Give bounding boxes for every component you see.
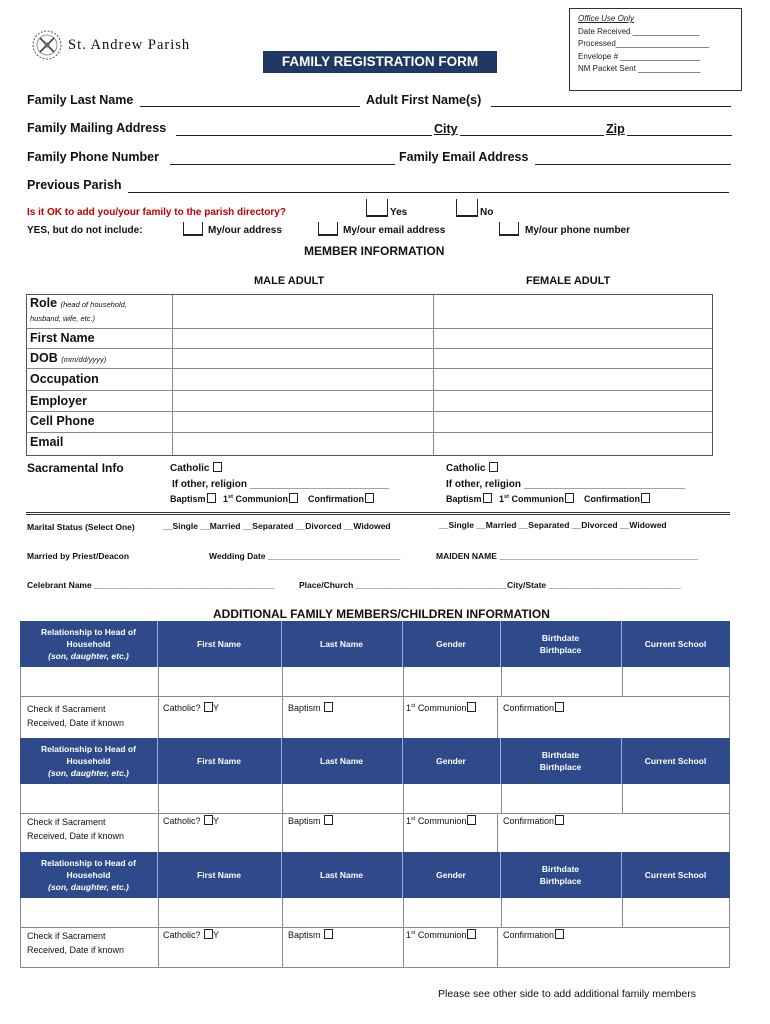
- exclude-phone-label: My/our phone number: [525, 225, 630, 236]
- zip-field[interactable]: [627, 135, 732, 136]
- male-baptism-checkbox[interactable]: [207, 493, 216, 503]
- directory-no-checkbox[interactable]: [456, 199, 478, 217]
- child-catholic: Catholic? Y: [163, 703, 220, 713]
- sacrament-check-label: Check if Sacrament Received, Date if known: [27, 817, 125, 841]
- previous-parish-label: Previous Parish: [27, 178, 122, 192]
- adult-first-name-label: Adult First Name(s): [366, 93, 482, 107]
- child-confirmation-checkbox[interactable]: [555, 929, 564, 939]
- child-confirmation: Confirmation: [503, 814, 564, 828]
- female-confirmation-checkbox[interactable]: [641, 493, 650, 503]
- female-baptism-checkbox[interactable]: [483, 493, 492, 503]
- child-confirmation-checkbox[interactable]: [555, 815, 564, 825]
- additional-members-title: ADDITIONAL FAMILY MEMBERS/CHILDREN INFORMATION: [213, 607, 550, 621]
- directory-no-label: No: [480, 207, 494, 218]
- child-baptism: Baptism: [288, 701, 333, 715]
- family-member-data-row[interactable]: [20, 784, 730, 814]
- exclude-address-label: My/our address: [208, 225, 282, 236]
- directory-question: Is it OK to add you/your family to the parish directory?: [27, 207, 286, 218]
- family-last-name-label: Family Last Name: [27, 93, 134, 107]
- office-envelope: Envelope # __________________: [578, 51, 701, 61]
- exclude-address-checkbox[interactable]: [183, 222, 203, 236]
- sacrament-check-label: Check if Sacrament Received, Date if known: [27, 931, 125, 955]
- child-confirmation-checkbox[interactable]: [555, 702, 564, 712]
- mailing-address-field[interactable]: [176, 135, 432, 136]
- employer-label: Employer: [30, 394, 87, 408]
- member-email-label: Email: [30, 435, 64, 449]
- child-baptism-checkbox[interactable]: [324, 929, 333, 939]
- child-communion: 1st Communion: [406, 812, 476, 828]
- first-name-label: First Name: [30, 331, 95, 345]
- exclude-email-label: My/our email address: [343, 225, 446, 236]
- child-communion-checkbox[interactable]: [467, 702, 476, 712]
- zip-label: Zip: [606, 122, 625, 136]
- child-catholic-checkbox[interactable]: [204, 929, 213, 939]
- office-date-received: Date Received _______________: [578, 26, 700, 36]
- email-field[interactable]: [535, 164, 731, 165]
- male-confirmation-checkbox[interactable]: [365, 493, 374, 503]
- child-catholic: Catholic? Y: [163, 930, 220, 940]
- child-baptism: Baptism: [288, 928, 333, 942]
- place-church-field[interactable]: Place/Church ________________________________City/State ____________________________: [299, 580, 681, 590]
- mailing-address-label: Family Mailing Address: [27, 121, 167, 135]
- celebrant-name-field[interactable]: Celebrant Name ______________________________________: [27, 580, 274, 590]
- family-member-header: Relationship to Head of Household (son, daughter, etc.) First Name Last Name Gender Birthdate Birthplace Current School: [20, 738, 730, 784]
- female-catholic: Catholic: [446, 462, 498, 474]
- office-nm-packet: NM Packet Sent ______________: [578, 64, 701, 73]
- sacrament-row: [20, 928, 730, 968]
- child-communion: 1st Communion: [406, 699, 476, 715]
- child-baptism-checkbox[interactable]: [324, 702, 333, 712]
- male-sacraments-row: Baptism 1st Communion Confirmation: [170, 493, 374, 504]
- male-catholic: Catholic: [170, 462, 222, 474]
- office-use-box: [569, 8, 742, 91]
- previous-parish-field[interactable]: [128, 192, 729, 193]
- family-member-header: Relationship to Head of Household (son, daughter, etc.) First Name Last Name Gender Birthdate Birthplace Current School: [20, 621, 730, 667]
- sacramental-info-label: Sacramental Info: [27, 461, 124, 475]
- member-info-table: [26, 294, 713, 456]
- child-baptism: Baptism: [288, 814, 333, 828]
- exclude-label: YES, but do not include:: [27, 225, 143, 236]
- sacrament-row: [20, 697, 730, 741]
- female-communion-checkbox[interactable]: [565, 493, 574, 503]
- member-info-title: MEMBER INFORMATION: [304, 244, 445, 258]
- city-field[interactable]: [460, 135, 604, 136]
- female-marital-options[interactable]: __Single __Married __Separated __Divorced __Widowed: [439, 520, 667, 530]
- family-member-header: Relationship to Head of Household (son, daughter, etc.) First Name Last Name Gender Birthdate Birthplace Current School: [20, 852, 730, 898]
- office-use-title: Office Use Only: [578, 14, 635, 23]
- child-communion-checkbox[interactable]: [467, 929, 476, 939]
- phone-field[interactable]: [170, 164, 395, 165]
- child-baptism-checkbox[interactable]: [324, 815, 333, 825]
- marital-status-label: Marital Status (Select One): [27, 522, 135, 532]
- dob-label: DOB (mm/dd/yyyy): [30, 351, 107, 365]
- male-communion-checkbox[interactable]: [289, 493, 298, 503]
- family-last-name-field[interactable]: [140, 106, 360, 107]
- child-communion-checkbox[interactable]: [467, 815, 476, 825]
- sacrament-check-label: Check if Sacrament Received, Date if known: [27, 704, 125, 728]
- directory-yes-checkbox[interactable]: [366, 199, 388, 217]
- child-catholic: Catholic? Y: [163, 816, 220, 826]
- family-member-data-row[interactable]: [20, 898, 730, 928]
- form-title: FAMILY REGISTRATION FORM: [263, 51, 497, 73]
- female-sacraments-row: Baptism 1st Communion Confirmation: [446, 493, 650, 504]
- wedding-date-field[interactable]: Wedding Date ____________________________: [209, 551, 401, 561]
- child-catholic-checkbox[interactable]: [204, 815, 213, 825]
- sacrament-row: [20, 814, 730, 854]
- child-catholic-checkbox[interactable]: [204, 702, 213, 712]
- role-label: Role (head of household, husband, wife, etc.): [30, 296, 127, 323]
- adult-first-name-field[interactable]: [491, 106, 731, 107]
- phone-label: Family Phone Number: [27, 150, 159, 164]
- child-communion: 1st Communion: [406, 926, 476, 942]
- parish-name: St. Andrew Parish: [68, 37, 191, 53]
- child-confirmation: Confirmation: [503, 701, 564, 715]
- divider: [26, 512, 730, 515]
- cell-phone-label: Cell Phone: [30, 414, 95, 428]
- directory-yes-label: Yes: [390, 207, 408, 218]
- male-marital-options[interactable]: __Single __Married __Separated __Divorced __Widowed: [163, 521, 391, 531]
- exclude-email-checkbox[interactable]: [318, 222, 338, 236]
- exclude-phone-checkbox[interactable]: [499, 222, 519, 236]
- family-member-data-row[interactable]: [20, 667, 730, 697]
- footer-note: Please see other side to add additional family members: [438, 988, 696, 1000]
- email-label: Family Email Address: [399, 150, 529, 164]
- male-catholic-checkbox[interactable]: [213, 462, 222, 472]
- female-adult-heading: FEMALE ADULT: [526, 275, 611, 287]
- office-processed: Processed_____________________: [578, 39, 710, 48]
- female-catholic-checkbox[interactable]: [489, 462, 498, 472]
- male-adult-heading: MALE ADULT: [254, 275, 325, 287]
- parish-logo-icon: [30, 28, 64, 67]
- city-label: City: [434, 122, 458, 136]
- child-confirmation: Confirmation: [503, 928, 564, 942]
- occupation-label: Occupation: [30, 372, 99, 386]
- married-by-label: Married by Priest/Deacon: [27, 551, 130, 561]
- female-other-religion: If other, religion _____________________________: [446, 479, 686, 490]
- maiden-name-field[interactable]: MAIDEN NAME __________________________________________: [436, 551, 698, 561]
- male-other-religion: If other, religion _________________________: [172, 479, 389, 490]
